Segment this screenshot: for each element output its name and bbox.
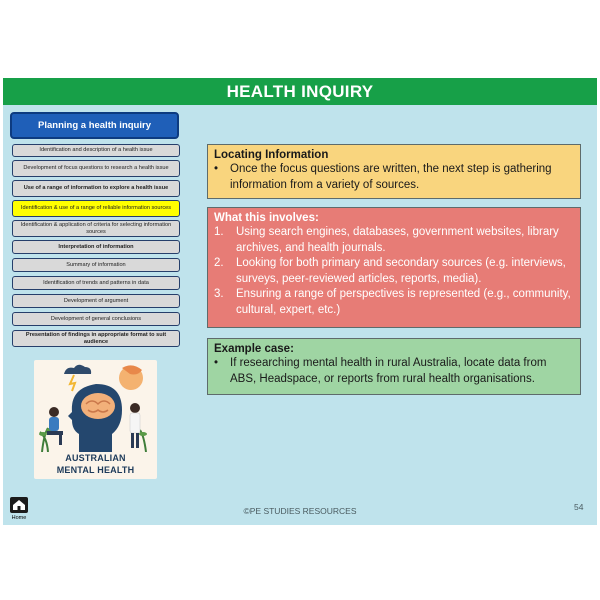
bullet-icon: •	[214, 357, 219, 369]
nav-step-trends[interactable]: Identification of trends and patterns in data	[12, 276, 180, 290]
illustration-title-line1: AUSTRALIAN	[65, 453, 126, 463]
nav-step-reliable-sources[interactable]: Identification & use of a range of reliable information sources	[12, 200, 180, 217]
example-case-box	[207, 338, 581, 395]
home-label: Home	[11, 515, 27, 521]
nav-step-conclusions[interactable]: Development of general conclusions	[12, 312, 180, 326]
involves-item-text: Looking for both primary and secondary sources (e.g. interviews, surveys, peer-reviewed articles, reports, media).	[236, 257, 566, 285]
locating-bullet	[214, 162, 574, 193]
involves-item-number: 2.	[214, 257, 224, 269]
copyright-text: ©PE STUDIES RESOURCES	[243, 506, 357, 516]
involves-item	[214, 256, 574, 287]
example-bullet-text: If researching mental health in rural Australia, locate data from ABS, Headspace, or reports from rural health organisations.	[230, 357, 547, 385]
mental-health-drawing	[34, 360, 157, 452]
involves-item	[214, 287, 574, 318]
example-bullet	[214, 356, 574, 387]
nav-step-identification[interactable]: Identification and description of a health issue	[12, 144, 180, 157]
involves-item-text: Using search engines, databases, government websites, library archives, and health journals.	[236, 226, 559, 254]
bullet-icon: •	[214, 163, 219, 175]
what-this-involves-heading: What this involves:	[214, 212, 319, 224]
involves-item	[214, 225, 574, 256]
example-case-heading: Example case:	[214, 343, 294, 355]
nav-step-interpretation[interactable]: Interpretation of information	[12, 240, 180, 254]
involves-item-number: 3.	[214, 288, 224, 300]
slide	[3, 78, 597, 525]
nav-step-criteria[interactable]: Identification & application of criteria for selecting information sources	[12, 220, 180, 237]
nav-step-argument[interactable]: Development of argument	[12, 294, 180, 308]
what-this-involves-box	[207, 207, 581, 328]
nav-step-summary[interactable]: Summary of information	[12, 258, 180, 272]
slide-title: HEALTH INQUIRY	[3, 78, 597, 105]
page-number: 54	[574, 502, 584, 512]
illustration-title-line2: MENTAL HEALTH	[56, 465, 135, 475]
nav-step-range-of-information[interactable]: Use of a range of information to explore a health issue	[12, 180, 180, 197]
mental-health-illustration	[34, 360, 157, 479]
involves-item-text: Ensuring a range of perspectives is represented (e.g., community, cultural, expert, etc.)	[236, 288, 571, 316]
nav-step-presentation[interactable]: Presentation of findings in appropriate format to suit audience	[12, 330, 180, 347]
nav-step-focus-questions[interactable]: Development of focus questions to research a health issue	[12, 160, 180, 177]
planning-inquiry-button[interactable]: Planning a health inquiry	[10, 112, 179, 139]
involves-item-number: 1.	[214, 226, 224, 238]
locating-bullet-text: Once the focus questions are written, the next step is gathering information from a variety of sources.	[230, 163, 552, 191]
locating-information-box	[207, 144, 581, 199]
locating-information-heading: Locating Information	[214, 149, 329, 161]
